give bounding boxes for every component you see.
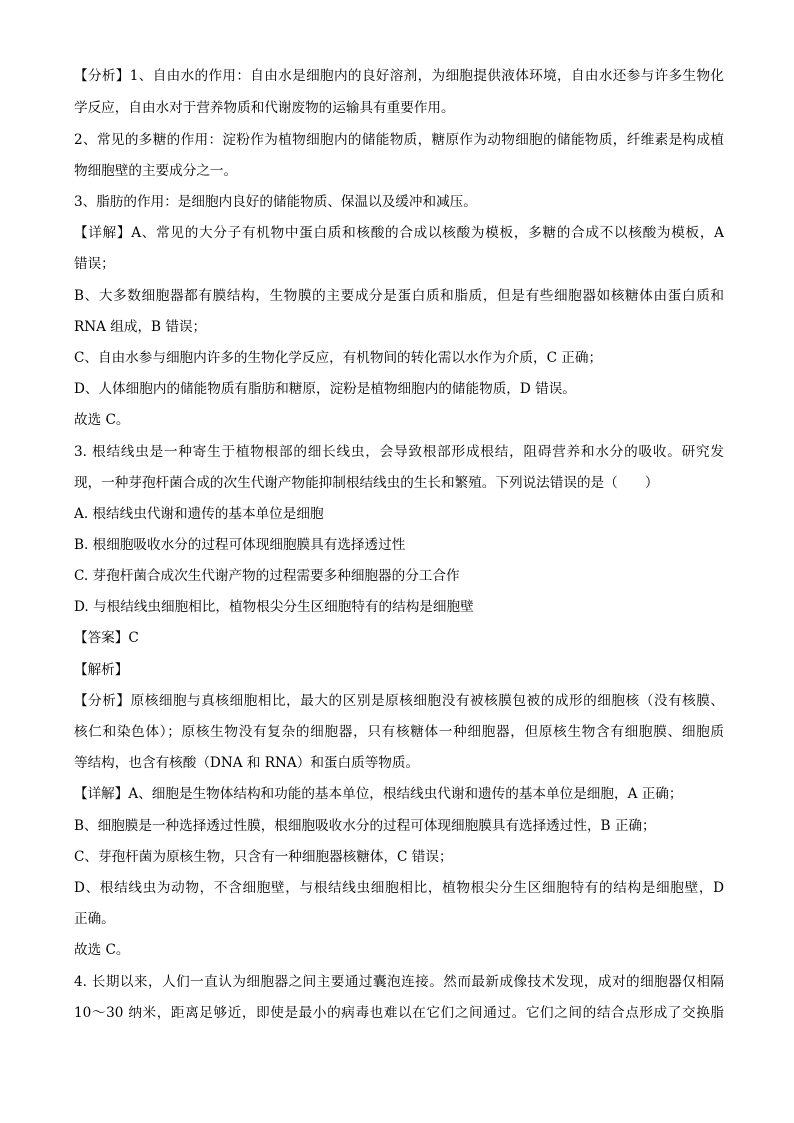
text-line: 物细胞壁的主要成分之一。 xyxy=(74,163,238,179)
text-line: 正确。 xyxy=(74,911,115,927)
option-d: D. 与根结线虫细胞相比，植物根尖分生区细胞特有的结构是细胞壁 xyxy=(74,599,474,615)
text-line: B、大多数细胞器都有膜结构，生物膜的主要成分是蛋白质和脂质，但是有些细胞器如核糖体由蛋白质和 xyxy=(74,288,724,304)
text-line: 学反应，自由水对于营养物质和代谢废物的运输具有重要作用。 xyxy=(74,100,455,116)
text-line: 错误； xyxy=(74,256,115,272)
text-line: 2、常见的多糖的作用：淀粉作为植物细胞内的储能物质，糖原作为动物细胞的储能物质，纤维素是构成植 xyxy=(74,132,724,148)
text-line: C、芽孢杆菌为原核生物，只含有一种细胞器核糖体，C 错误； xyxy=(74,849,453,865)
text-line: 【详解】A、常见的大分子有机物中蛋白质和核酸的合成以核酸为模板，多糖的合成不以核酸为模板，A xyxy=(74,225,724,241)
question-line: 4. 长期以来，人们一直认为细胞器之间主要通过囊泡连接。然而最新成像技术发现，成对的细胞器仅相隔 xyxy=(74,974,724,990)
text-line: 【分析】原核细胞与真核细胞相比，最大的区别是原核细胞没有被核膜包被的成形的细胞核（没有核膜、 xyxy=(74,693,724,709)
question-line: 10～30 纳米，距离足够近，即使是最小的病毒也难以在它们之间通过。它们之间的结合点形成了交换脂 xyxy=(74,1005,724,1021)
text-line: 【详解】A、细胞是生物体结构和功能的基本单位，根结线虫代谢和遗传的基本单位是细胞，A 正确； xyxy=(74,786,683,802)
option-b: B. 根细胞吸收水分的过程可体现细胞膜具有选择透过性 xyxy=(74,537,406,553)
text-line: RNA 组成，B 错误； xyxy=(74,319,207,335)
option-c: C. 芽孢杆菌合成次生代谢产物的过程需要多种细胞器的分工合作 xyxy=(74,568,460,584)
analysis-heading: 【解析】 xyxy=(74,662,129,678)
text-line: 3、脂肪的作用：是细胞内良好的储能物质、保温以及缓冲和减压。 xyxy=(74,194,477,210)
text-line: 故选 C。 xyxy=(74,412,130,428)
text-line: 【分析】1、自由水的作用：自由水是细胞内的良好溶剂，为细胞提供液体环境，自由水还参与许多生物化 xyxy=(74,68,724,84)
text-line: D、根结线虫为动物，不含细胞壁，与根结线虫细胞相比，植物根尖分生区细胞特有的结构是细胞壁，D xyxy=(74,880,724,896)
text-line: 核仁和染色体）；原核生物没有复杂的细胞器，只有核糖体一种细胞器，但原核生物含有细胞膜、细胞质 xyxy=(74,724,724,740)
answer-line: 【答案】C xyxy=(74,630,139,646)
text-line: B、细胞膜是一种选择透过性膜，根细胞吸收水分的过程可体现细胞膜具有选择透过性，B 正确； xyxy=(74,818,656,834)
text-line: C、自由水参与细胞内许多的生物化学反应，有机物间的转化需以水作为介质，C 正确； xyxy=(74,350,603,366)
question-line: 3. 根结线虫是一种寄生于植物根部的细长线虫，会导致根部形成根结，阻碍营养和水分的吸收。研究发 xyxy=(74,444,724,460)
text-line: 故选 C。 xyxy=(74,942,130,958)
question-line: 现，一种芽孢杆菌合成的次生代谢产物能抑制根结线虫的生长和繁殖。下列说法错误的是（ ） xyxy=(74,475,659,491)
text-line: 等结构，也含有核酸（DNA 和 RNA）和蛋白质等物质。 xyxy=(74,755,420,771)
option-a: A. 根结线虫代谢和遗传的基本单位是细胞 xyxy=(74,506,324,522)
text-line: D、人体细胞内的储能物质有脂肪和糖原，淀粉是植物细胞内的储能物质，D 错误。 xyxy=(74,381,576,397)
